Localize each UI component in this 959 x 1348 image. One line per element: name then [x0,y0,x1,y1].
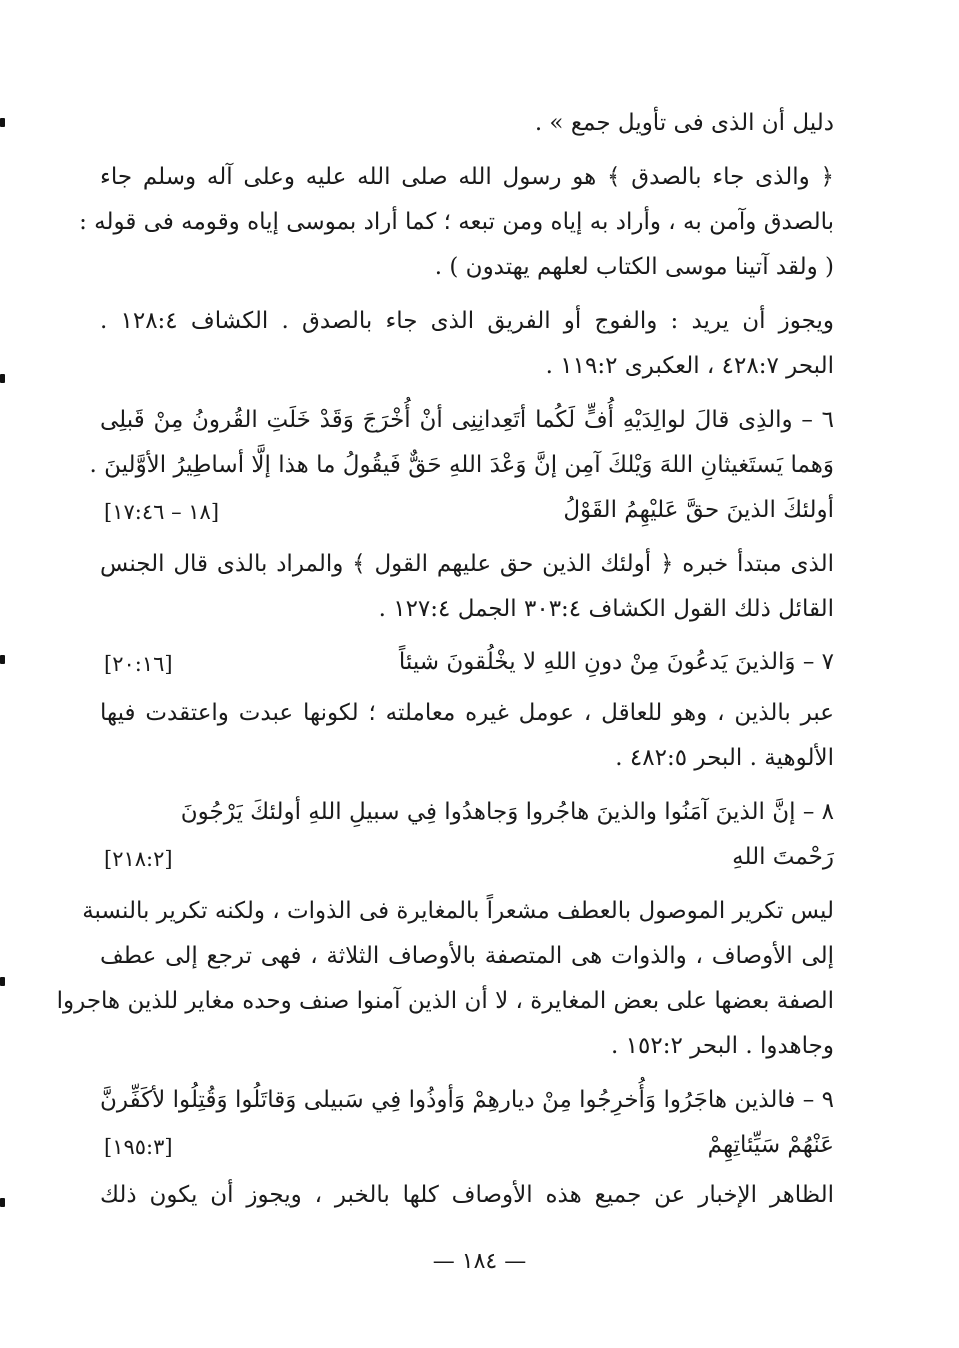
text-line: ( ولقد آتينا موسى الكتاب لعلهم يهتدون ) . [434,254,834,280]
margin-mark [0,1198,5,1207]
margin-mark [0,118,5,127]
verse-line: عَنْهُمْ سَيِّئاتِهِمْ [707,1132,834,1158]
text-line: بالصدق وآمن به ، وأراد به إياه ومن تبعه ؛ كما أراد بموسى إياه وقومه فى قوله : [79,209,834,235]
verse-line: ٩ – فالذين هاجَرُوا وَأُخرِجُوا مِنْ ديارهِمْ وَأوذُوا فِي سَبيلى وَقاتَلُوا وَقُتِلُوا لأكَفِّرنَّ [100,1087,834,1113]
text-line: الصفة بعضها على بعض المغايرة ، لا أن الذين آمنوا صنف وحده مغاير للذين هاجروا [56,988,834,1014]
text-line: إلى الأوصاف ، والذوات هى المتصفة بالأوصاف الثلاثة ، فهى ترجع إلى عطف [100,943,834,969]
verse-line: ٨ – إنَّ الذينَ آمَنُوا والذينَ هاجُروا وَجاهدُوا فِي سبيلِ اللهِ أولئكَ يَرْجُونَ [180,799,834,825]
verse-reference: [١٩٥:٣] [104,1135,173,1159]
text-line: دليل أن الذى فى تأويل جمع » . [534,110,834,136]
text-line: البحر ٤٢٨:٧ ، العكبرى ١١٩:٢ . [545,353,834,379]
text-line: الألوهية . البحر ٤٨٢:٥ . [615,745,834,771]
page-number: — ١٨٤ — [432,1249,527,1274]
verse-reference: [٢١٨:٢] [104,847,173,871]
margin-mark [0,977,5,986]
text-line: القائل ذلك القول الكشاف ٣٠٣:٤ الجمل ١٢٧:٤ . [378,596,834,622]
verse-line: أولئكَ الذينَ حقَّ عَليْهِمُ القَوْلُ [563,497,834,523]
text-line: الظاهر الإخبار عن جميع هذه الأوصاف كلها بالخبر ، ويجوز أن يكون ذلك [100,1182,834,1208]
verse-line: وَهما يَستَغيثانِ اللهَ وَيْلكَ آمِن إنَّ وَعْدَ اللهِ حَقٌّ فَيقُولُ ما هذا إلَّا أساطِيرُ الأوَّلينَ . [89,452,834,478]
text-line: وجاهدوا . البحر ١٥٢:٢ . [611,1033,834,1059]
verse-reference: [٢٠:١٦] [104,652,173,676]
margin-mark [0,655,5,664]
verse-line: ٦ – والذِى قالَ لوالِدَيْهِ أُفٍّ لَكُما أتَعِدانِنِى أنْ أُخْرَجَ وَقَدْ خَلَتِ القُرونُ مِنْ قَبلِى [100,407,834,433]
text-line: ويجوز أن يريد : والفوج أو الفريق الذى جاء بالصدق . الكشاف ١٢٨:٤ . [100,308,835,334]
text-line: ﴿ والذى جاء بالصدق ﴾ هو رسول الله صلى الله عليه وعلى آله وسلم جاء [100,164,834,190]
verse-line: ٧ – وَالذينَ يَدعُونَ مِنْ دونِ اللهِ لا يخْلُقونَ شيئاً [398,649,834,675]
text-line: عبر بالذين ، وهو للعاقل ، عومل غيره معاملته ؛ لكونها عبدت واعتقدت فيها [100,700,834,726]
text-line: ليس تكرير الموصول بالعطف مشعراً بالمغايرة فى الذوات ، ولكنه تكرير بالنسبة [82,898,834,924]
verse-line: رَحْمتَ اللهِ [732,844,834,870]
text-line: الذى مبتدأ خبره ﴿ أولئك الذين حق عليهم القول ﴾ والمراد بالذى قال الجنس [100,551,834,577]
margin-mark [0,374,5,383]
verse-reference: [١٨ – ١٧:٤٦] [104,500,220,524]
